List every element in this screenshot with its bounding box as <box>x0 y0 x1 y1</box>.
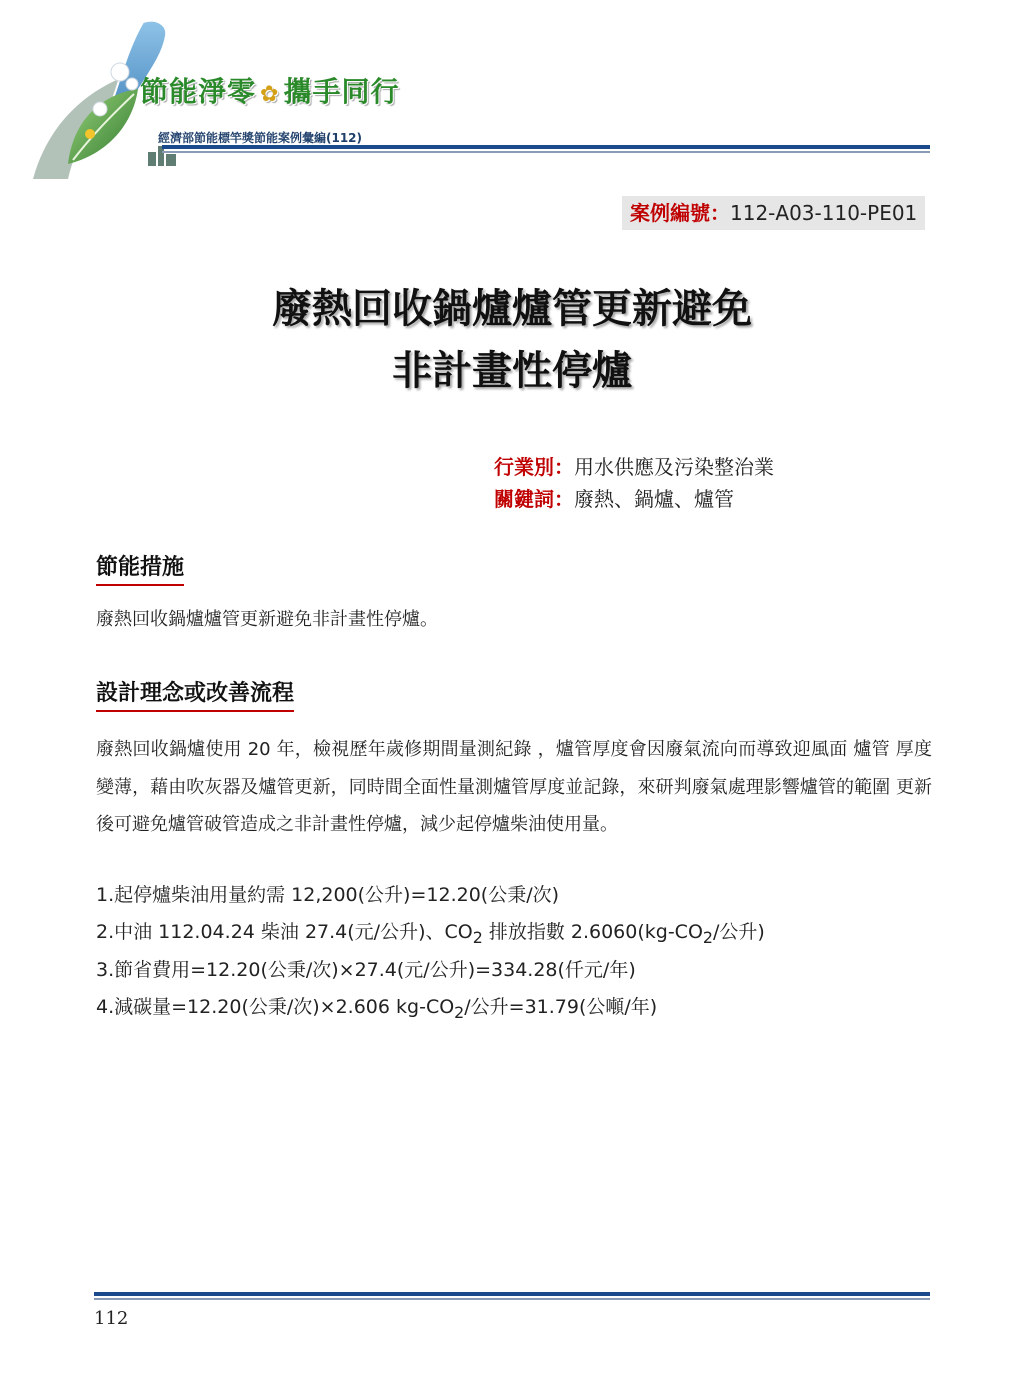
page-title <box>90 278 934 402</box>
keywords-line <box>494 483 734 512</box>
case-number-box <box>622 196 925 230</box>
calc-2-subscript-1: 2 <box>472 927 483 947</box>
measures-text: 廢熱回收鍋爐爐管更新避免非計畫性停爐。 <box>96 609 438 630</box>
clover-icon: ✿ <box>260 82 280 107</box>
page-number: 112 <box>94 1308 129 1329</box>
header-rule <box>162 145 930 149</box>
section-heading-measures: 節能措施 <box>96 550 184 586</box>
calc-2-subscript-2: 2 <box>702 927 713 947</box>
case-number-label: 案例編號： <box>630 201 730 225</box>
calculation-line-1: 1.起停爐柴油用量約需 12,200(公升)=12.20(公秉/次) <box>96 884 560 906</box>
calc-4-subscript: 2 <box>454 1002 465 1022</box>
keywords-label: 關鍵詞： <box>494 487 574 511</box>
calculation-line-2 <box>96 917 765 947</box>
footer-rule <box>94 1292 930 1296</box>
calc-2-suffix: /公升) <box>712 921 765 943</box>
calc-4-suffix: /公升=31.79(公噸/年) <box>464 996 658 1018</box>
case-number-value: 112-A03-110-PE01 <box>730 201 918 225</box>
brand-title <box>140 70 399 110</box>
keywords-value: 廢熱、鍋爐、爐管 <box>574 487 734 511</box>
page-title-line-1: 廢熱回收鍋爐爐管更新避免 <box>272 286 752 332</box>
footer-rule-secondary <box>94 1298 930 1300</box>
brand-title-left: 節能淨零 <box>140 75 257 108</box>
calculation-line-4 <box>96 992 657 1022</box>
header-rule-secondary <box>162 151 930 153</box>
calc-2-prefix: 2.中油 112.04.24 柴油 27.4(元/公升)、CO <box>96 921 473 943</box>
section-heading-design: 設計理念或改善流程 <box>96 676 294 712</box>
calc-4-prefix: 4.減碳量=12.20(公秉/次)×2.606 kg-CO <box>96 996 455 1018</box>
brand-title-right: 攜手同行 <box>283 75 400 108</box>
industry-line <box>494 451 774 480</box>
brand-subtitle: 經濟部節能標竿獎節能案例彙編(112) <box>158 131 363 145</box>
industry-value: 用水供應及污染整治業 <box>574 455 774 479</box>
design-paragraph: 廢熱回收鍋爐使用 20 年，檢視歷年歲修期間量測紀錄 ，爐管厚度會因廢氣流向而導致迎風面 爐管 厚度變薄，藉由吹灰器及爐管更新，同時間全面性量測爐管厚度並記錄，來研判廢氣處理影響爐管的範圍 更新後可避免爐管破管造成之非計畫性停爐，減少起停爐柴油使用量。 <box>96 739 932 835</box>
industry-label: 行業別： <box>494 455 574 479</box>
page-title-line-2: 非計畫性停爐 <box>392 348 632 394</box>
calc-2-mid: 排放指數 2.6060(kg-CO <box>482 921 703 943</box>
calculation-line-3: 3.節省費用=12.20(公秉/次)×27.4(元/公升)=334.28(仟元/年) <box>96 959 636 981</box>
